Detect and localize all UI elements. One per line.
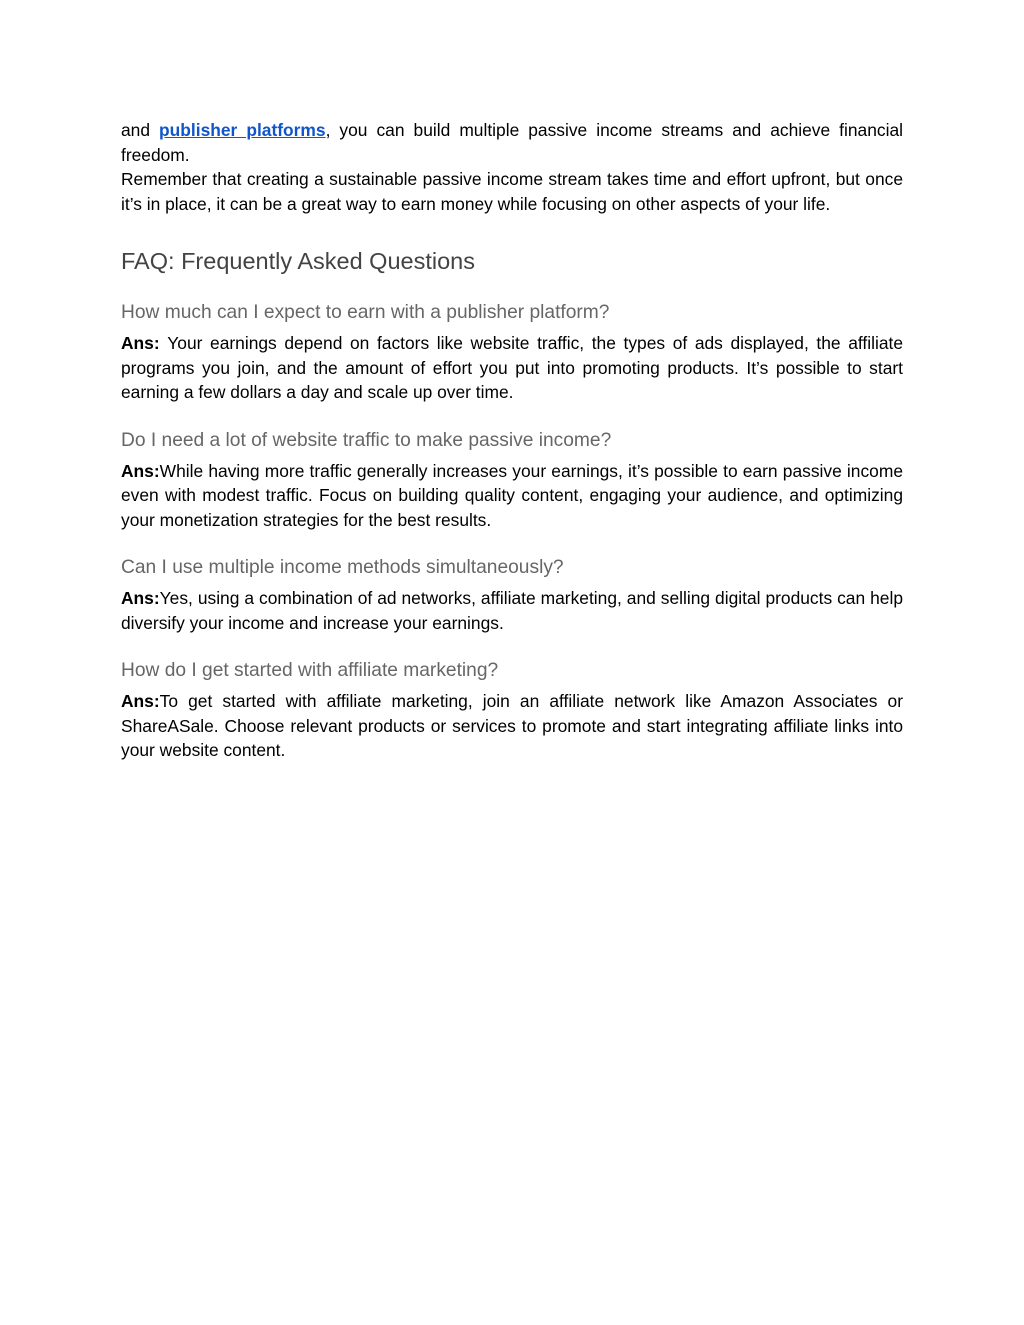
publisher-platforms-link[interactable]: publisher platforms bbox=[159, 120, 326, 140]
faq-question: Can I use multiple income methods simultaneously? bbox=[121, 557, 564, 578]
faq-answer bbox=[121, 331, 903, 405]
answer-text: Yes, using a combination of ad networks, affiliate marketing, and selling digital products can help diversify your income and increase your earnings. bbox=[121, 588, 903, 633]
answer-text: While having more traffic generally increases your earnings, it’s possible to earn passive income even with modest traffic. Focus on building quality content, engaging your audience, and optimizing your monetization strategies for the best results. bbox=[121, 460, 903, 530]
faq-heading: FAQ: Frequently Asked Questions bbox=[121, 248, 475, 274]
answer-text: To get started with affiliate marketing, join an affiliate network like Amazon Associates or ShareASale. Choose relevant products or services to promote and start integrating affiliate links into your website content. bbox=[121, 691, 903, 760]
faq-question: How do I get started with affiliate marketing? bbox=[121, 660, 499, 681]
intro-prefix: and bbox=[121, 120, 160, 140]
faq-question: How much can I expect to earn with a publisher platform? bbox=[121, 302, 610, 323]
faq-item bbox=[121, 659, 903, 763]
intro-suffix: , you can build multiple passive income streams and achieve financial freedom. bbox=[121, 120, 903, 165]
faq-item bbox=[121, 301, 903, 405]
faq-answer bbox=[121, 586, 903, 635]
faq-answer bbox=[121, 459, 903, 533]
answer-text: Your earnings depend on factors like website traffic, the types of ads displayed, the affiliate programs you join, and the amount of effort you put into promoting products. It’s possible to start earning a few dollars a day and scale up over time. bbox=[121, 333, 903, 402]
answer-label: Ans: bbox=[121, 333, 168, 353]
faq-item bbox=[121, 429, 903, 533]
faq-answer bbox=[121, 689, 903, 763]
faq-question: Do I need a lot of website traffic to make passive income? bbox=[121, 429, 612, 451]
remember-paragraph: Remember that creating a sustainable passive income stream takes time and effort upfront, but once it’s in place, it can be a great way to earn money while focusing on other aspects of your life. bbox=[121, 169, 903, 214]
answer-label: Ans: bbox=[121, 588, 160, 608]
intro-paragraph bbox=[121, 118, 903, 167]
document-page bbox=[121, 118, 903, 787]
faq-list bbox=[121, 301, 903, 763]
answer-label: Ans: bbox=[121, 691, 160, 711]
faq-item bbox=[121, 556, 903, 635]
answer-label: Ans: bbox=[121, 460, 160, 481]
